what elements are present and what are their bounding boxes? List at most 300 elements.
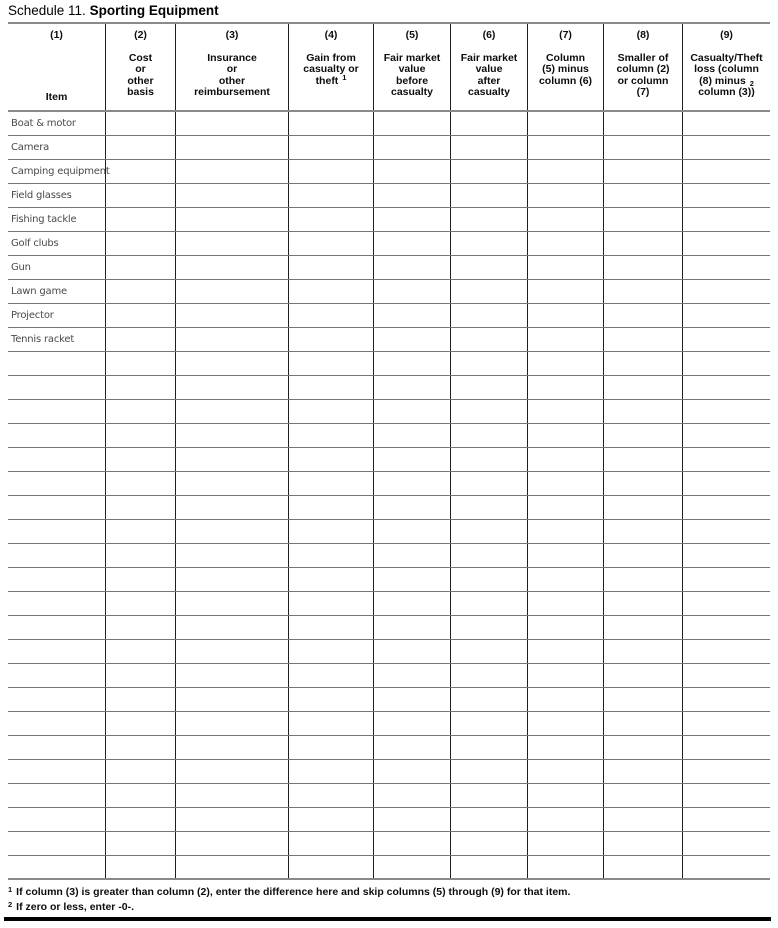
data-cell [450, 760, 527, 783]
data-cell [527, 304, 603, 327]
data-cell [682, 376, 770, 399]
data-cell [603, 160, 682, 183]
data-cell [288, 784, 373, 807]
data-cell [105, 784, 175, 807]
data-cell [105, 280, 175, 303]
data-cell [527, 496, 603, 519]
table-row [8, 712, 770, 736]
data-cell [527, 400, 603, 423]
column-label-line: column (3)) [698, 86, 755, 98]
column-label [303, 53, 358, 88]
data-cell [175, 688, 288, 711]
data-cell [288, 544, 373, 567]
data-cell [527, 160, 603, 183]
data-cell [603, 784, 682, 807]
data-cell [450, 448, 527, 471]
data-cell [105, 256, 175, 279]
data-cell [527, 808, 603, 831]
data-cell [288, 520, 373, 543]
column-label-line: value [398, 63, 426, 75]
data-cell [373, 352, 450, 375]
data-cell [175, 640, 288, 663]
column-label-line: column (6) [538, 74, 593, 87]
column-label-line: or [135, 63, 146, 75]
data-cell [682, 112, 770, 135]
header-cell-5 [373, 24, 450, 110]
column-number: (1) [50, 29, 63, 41]
data-cell [450, 136, 527, 159]
data-cell [105, 328, 175, 351]
data-cell [450, 112, 527, 135]
data-cell [682, 568, 770, 591]
data-cell [175, 208, 288, 231]
data-cell [288, 256, 373, 279]
data-cell [603, 232, 682, 255]
data-cell [682, 328, 770, 351]
data-cell [373, 280, 450, 303]
table-row [8, 592, 770, 616]
data-cell [175, 808, 288, 831]
data-cell [450, 808, 527, 831]
data-cell [105, 616, 175, 639]
table-row [8, 112, 770, 136]
data-cell [288, 736, 373, 759]
data-cell [450, 496, 527, 519]
data-cell [603, 304, 682, 327]
data-cell [450, 688, 527, 711]
item-cell-empty [8, 568, 105, 591]
header-cell-9 [682, 24, 770, 110]
data-cell [288, 400, 373, 423]
data-cell [603, 832, 682, 855]
data-cell [373, 112, 450, 135]
item-cell-empty [8, 640, 105, 663]
table-row [8, 760, 770, 784]
data-cell [105, 736, 175, 759]
data-cell [527, 832, 603, 855]
data-cell [288, 472, 373, 495]
data-cell [175, 304, 288, 327]
table-row [8, 448, 770, 472]
data-cell [527, 328, 603, 351]
item-label: Tennis racket [11, 334, 75, 345]
bottom-rule [4, 917, 771, 921]
data-cell [175, 448, 288, 471]
column-label-line: loss (column [694, 63, 759, 75]
data-cell [682, 808, 770, 831]
data-cell [175, 472, 288, 495]
item-cell-empty [8, 712, 105, 735]
data-cell [603, 496, 682, 519]
data-cell [527, 232, 603, 255]
data-cell [105, 808, 175, 831]
data-cell [682, 664, 770, 687]
data-cell [288, 208, 373, 231]
column-label [690, 53, 762, 99]
data-cell [682, 232, 770, 255]
data-cell [175, 616, 288, 639]
data-cell [373, 160, 450, 183]
data-cell [682, 472, 770, 495]
column-label-line: casualty or [303, 63, 359, 75]
table-row [8, 664, 770, 688]
data-cell [175, 760, 288, 783]
data-cell [450, 208, 527, 231]
item-cell-empty [8, 832, 105, 855]
data-cell [105, 400, 175, 423]
item-cell-empty [8, 496, 105, 519]
data-cell [682, 712, 770, 735]
table-row [8, 352, 770, 376]
data-cell [527, 424, 603, 447]
data-cell [288, 136, 373, 159]
data-cell [288, 664, 373, 687]
data-cell [105, 448, 175, 471]
data-cell [373, 136, 450, 159]
data-cell [450, 184, 527, 207]
data-cell [527, 136, 603, 159]
footnote-ref: 1 [342, 73, 347, 82]
column-label-line: Column [545, 51, 586, 64]
footnotes [8, 885, 772, 915]
table-row [8, 136, 770, 160]
data-cell [373, 232, 450, 255]
data-cell [175, 712, 288, 735]
data-cell [175, 328, 288, 351]
column-label-line: casualty [390, 86, 434, 98]
data-cell [682, 688, 770, 711]
data-cell [527, 376, 603, 399]
data-cell [373, 856, 450, 878]
data-cell [373, 448, 450, 471]
table-row [8, 304, 770, 328]
item-cell-empty [8, 376, 105, 399]
data-cell [450, 856, 527, 878]
data-cell [288, 112, 373, 135]
data-cell [373, 472, 450, 495]
data-cell [105, 232, 175, 255]
data-cell [373, 568, 450, 591]
data-cell [105, 136, 175, 159]
data-cell [288, 184, 373, 207]
data-cell [527, 280, 603, 303]
data-cell [603, 616, 682, 639]
data-cell [373, 832, 450, 855]
data-cell [450, 544, 527, 567]
data-cell [373, 304, 450, 327]
data-cell [175, 520, 288, 543]
data-cell [450, 328, 527, 351]
data-cell [288, 856, 373, 878]
footnote-text: If column (3) is greater than column (2), enter the difference here and skip columns (5) through (9) for that item. [16, 886, 571, 898]
column-label [384, 53, 441, 99]
item-cell-empty [8, 760, 105, 783]
data-cell [682, 280, 770, 303]
data-cell [450, 616, 527, 639]
item-label: Boat & motor [11, 118, 76, 129]
column-number: (8) [636, 29, 650, 41]
data-cell [603, 664, 682, 687]
footnote-1 [8, 885, 772, 900]
column-label-line: Insurance [207, 51, 257, 64]
data-cell [175, 832, 288, 855]
data-cell [682, 616, 770, 639]
data-cell [450, 256, 527, 279]
data-cell [288, 160, 373, 183]
data-cell [450, 736, 527, 759]
column-label-line: Cost [128, 51, 153, 64]
data-cell [175, 424, 288, 447]
data-cell [105, 520, 175, 543]
data-cell [527, 472, 603, 495]
header-cell-8 [603, 24, 682, 110]
data-cell [682, 400, 770, 423]
data-cell [603, 856, 682, 878]
column-label-line: (7) [636, 86, 650, 98]
column-label [616, 53, 669, 99]
item-label: Camping equipment [11, 166, 110, 177]
data-cell [450, 568, 527, 591]
data-cell [373, 328, 450, 351]
column-number: (4) [324, 29, 338, 41]
data-cell [288, 808, 373, 831]
data-cell [450, 424, 527, 447]
data-cell [105, 640, 175, 663]
item-cell-empty [8, 616, 105, 639]
data-cell [450, 376, 527, 399]
data-cell [603, 688, 682, 711]
table-header-row [8, 24, 770, 112]
data-cell [527, 568, 603, 591]
table-row [8, 160, 770, 184]
data-cell [682, 496, 770, 519]
column-number: (3) [225, 29, 239, 41]
table-row [8, 808, 770, 832]
table-row [8, 328, 770, 352]
data-cell [105, 592, 175, 615]
data-cell [373, 760, 450, 783]
data-cell [682, 424, 770, 447]
data-cell [603, 112, 682, 135]
data-cell [682, 640, 770, 663]
data-cell [175, 232, 288, 255]
item-cell-empty [8, 400, 105, 423]
data-cell [288, 352, 373, 375]
data-cell [682, 520, 770, 543]
data-cell [105, 832, 175, 855]
schedule-name: Sporting Equipment [89, 3, 219, 18]
data-cell [603, 424, 682, 447]
data-cell [450, 352, 527, 375]
data-cell [373, 376, 450, 399]
data-cell [373, 544, 450, 567]
header-cell-3 [175, 24, 288, 110]
data-cell [373, 496, 450, 519]
column-label-line: before [395, 74, 429, 87]
data-cell [175, 112, 288, 135]
data-cell [373, 592, 450, 615]
table-row [8, 232, 770, 256]
item-cell-empty [8, 688, 105, 711]
data-cell [105, 760, 175, 783]
item-cell-empty [8, 808, 105, 831]
data-cell [527, 688, 603, 711]
data-cell [175, 544, 288, 567]
data-cell [682, 352, 770, 375]
data-cell [603, 328, 682, 351]
data-cell [527, 256, 603, 279]
data-cell [527, 664, 603, 687]
table-row [8, 688, 770, 712]
table-row [8, 832, 770, 856]
data-cell [175, 256, 288, 279]
footnote-ref: 2 [749, 79, 754, 88]
table-row [8, 184, 770, 208]
data-cell [682, 304, 770, 327]
data-cell [288, 760, 373, 783]
item-label: Camera [11, 142, 50, 153]
data-cell [603, 400, 682, 423]
data-cell [450, 304, 527, 327]
data-cell [175, 352, 288, 375]
table-body [8, 112, 770, 880]
data-cell [682, 136, 770, 159]
data-cell [288, 640, 373, 663]
column-label-line: reimbursement [194, 86, 270, 98]
data-cell [175, 160, 288, 183]
data-cell [450, 592, 527, 615]
table-row [8, 568, 770, 592]
data-cell [105, 568, 175, 591]
item-cell-empty [8, 448, 105, 471]
data-cell [288, 232, 373, 255]
data-cell [288, 424, 373, 447]
header-cell-2 [105, 24, 175, 110]
data-cell [373, 640, 450, 663]
data-cell [105, 112, 175, 135]
schedule-table [8, 22, 770, 880]
data-cell [105, 856, 175, 878]
table-row [8, 472, 770, 496]
item-label: Projector [11, 310, 54, 321]
data-cell [373, 784, 450, 807]
data-cell [527, 592, 603, 615]
item-cell-empty [8, 472, 105, 495]
data-cell [105, 424, 175, 447]
table-row [8, 256, 770, 280]
data-cell [603, 544, 682, 567]
header-cell-4 [288, 24, 373, 110]
data-cell [288, 592, 373, 615]
data-cell [603, 448, 682, 471]
footnote-marker: 2 [8, 899, 13, 909]
table-row [8, 280, 770, 304]
column-label-line: value [475, 63, 503, 75]
data-cell [450, 712, 527, 735]
data-cell [450, 640, 527, 663]
column-label [46, 92, 68, 104]
table-row [8, 424, 770, 448]
item-cell-empty [8, 664, 105, 687]
column-label-line: (8) minus $_2$ [699, 74, 754, 88]
data-cell [373, 808, 450, 831]
data-cell [373, 664, 450, 687]
data-cell [682, 184, 770, 207]
data-cell [373, 184, 450, 207]
data-cell [603, 256, 682, 279]
data-cell [450, 280, 527, 303]
data-cell [288, 496, 373, 519]
data-cell [373, 424, 450, 447]
data-cell [450, 832, 527, 855]
data-cell [288, 568, 373, 591]
column-label-line: column (2) [616, 63, 670, 75]
item-label: Gun [11, 262, 31, 273]
column-number: (2) [134, 29, 147, 41]
column-number: (9) [720, 29, 733, 41]
data-cell [527, 760, 603, 783]
data-cell [288, 280, 373, 303]
data-cell [288, 448, 373, 471]
data-cell [603, 184, 682, 207]
data-cell [603, 808, 682, 831]
schedule-number: Schedule 11. [8, 3, 86, 18]
data-cell [603, 352, 682, 375]
page-title [8, 3, 219, 19]
column-label [461, 53, 518, 99]
data-cell [105, 160, 175, 183]
item-cell-empty [8, 544, 105, 567]
data-cell [603, 136, 682, 159]
data-cell [105, 376, 175, 399]
data-cell [175, 280, 288, 303]
column-label [127, 53, 154, 99]
data-cell [175, 184, 288, 207]
data-cell [373, 400, 450, 423]
data-cell [527, 112, 603, 135]
data-cell [105, 184, 175, 207]
data-cell [288, 328, 373, 351]
data-cell [288, 832, 373, 855]
data-cell [450, 232, 527, 255]
data-cell [603, 280, 682, 303]
table-row [8, 496, 770, 520]
data-cell [527, 856, 603, 878]
data-cell [450, 472, 527, 495]
item-cell-empty [8, 352, 105, 375]
header-cell-1 [8, 24, 105, 110]
data-cell [175, 400, 288, 423]
column-label [194, 53, 270, 99]
data-cell [175, 376, 288, 399]
data-cell [450, 520, 527, 543]
data-cell [288, 712, 373, 735]
data-cell [373, 688, 450, 711]
data-cell [682, 256, 770, 279]
table-row [8, 520, 770, 544]
column-label-line: other [127, 74, 154, 87]
data-cell [527, 784, 603, 807]
data-cell [105, 664, 175, 687]
data-cell [603, 472, 682, 495]
data-cell [682, 736, 770, 759]
item-label: Lawn game [11, 286, 67, 297]
data-cell [682, 160, 770, 183]
column-number: (5) [405, 29, 419, 41]
data-cell [288, 376, 373, 399]
data-cell [175, 496, 288, 519]
data-cell [175, 856, 288, 878]
